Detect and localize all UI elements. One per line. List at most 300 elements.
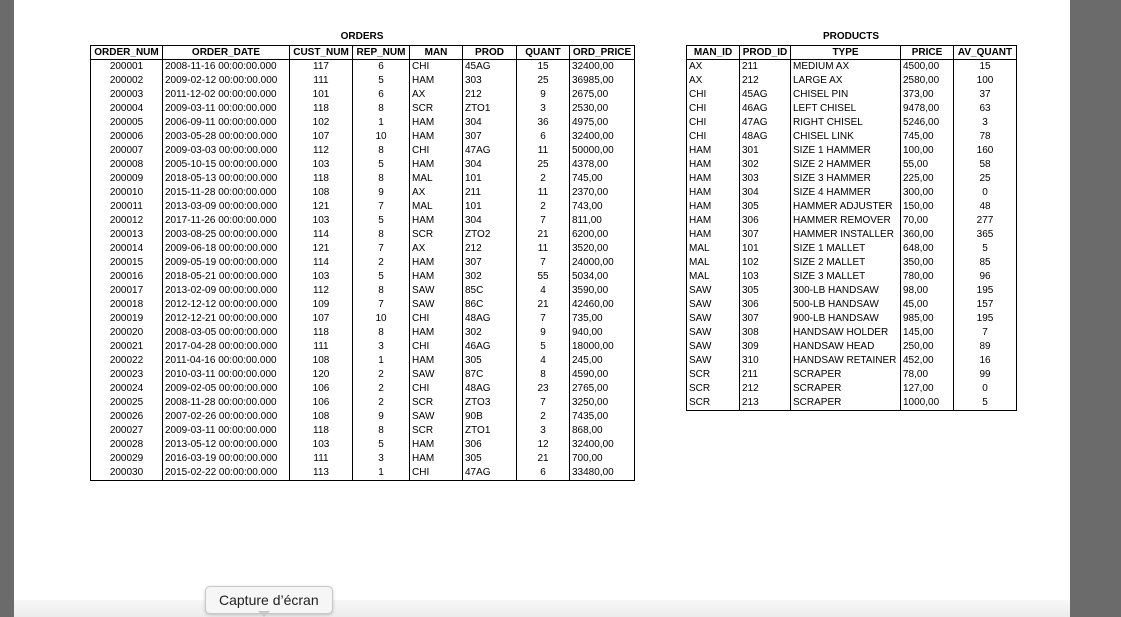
table-cell: 5 [353,74,410,88]
table-cell: 89 [954,340,1017,354]
table-cell: CHI [410,312,463,326]
table-cell: 118 [290,102,353,116]
table-cell: ZTO3 [463,396,517,410]
table-cell: 7 [517,396,570,410]
table-row [91,130,635,144]
table-cell: 55 [517,270,570,284]
table-cell: 2765,00 [570,382,635,396]
table-cell: CHI [687,130,740,144]
table-cell: 101 [463,200,517,214]
table-cell: 304 [463,116,517,130]
table-cell: 745,00 [570,172,635,186]
table-cell: 7 [517,312,570,326]
table-cell: 2010-03-11 00:00:00.000 [163,368,290,382]
table-cell: 4590,00 [570,368,635,382]
table-cell: HAMMER INSTALLER [791,228,901,242]
table-row [91,144,635,158]
table-cell: 4500,00 [901,60,954,75]
table-cell: 306 [740,298,791,312]
table-row [687,60,1017,75]
table-cell: 2017-11-26 00:00:00.000 [163,214,290,228]
table-row [687,144,1017,158]
orders-column-header: ORD_PRICE [570,46,635,60]
table-cell: 10 [353,312,410,326]
table-cell: 300-LB HANDSAW [791,284,901,298]
table-cell: 5 [353,158,410,172]
table-cell: 1 [353,354,410,368]
table-cell: AX [410,242,463,256]
table-cell: 200003 [91,88,163,102]
table-cell: 23 [517,382,570,396]
table-cell: CHI [687,102,740,116]
table-cell: 1000,00 [901,396,954,411]
table-cell: MAL [687,256,740,270]
table-cell: 12 [517,438,570,452]
table-cell: 8 [353,326,410,340]
table-cell: HAM [410,270,463,284]
table-row [91,60,635,75]
table-cell: 118 [290,424,353,438]
table-cell: 302 [463,270,517,284]
table-cell: 2013-03-09 00:00:00.000 [163,200,290,214]
products-column-header: MAN_ID [687,46,740,60]
table-cell: 212 [740,382,791,396]
table-cell: RIGHT CHISEL [791,116,901,130]
table-row [91,382,635,396]
table-cell: 120 [290,368,353,382]
table-cell: 100,00 [901,144,954,158]
table-cell: MAL [687,242,740,256]
products-column-header: TYPE [791,46,901,60]
table-cell: 58 [954,158,1017,172]
table-row [687,102,1017,116]
table-cell: 8 [353,228,410,242]
table-row [687,354,1017,368]
table-cell: 310 [740,354,791,368]
table-cell: 106 [290,382,353,396]
table-cell: 500-LB HANDSAW [791,298,901,312]
table-cell: 46AG [740,102,791,116]
table-cell: 304 [740,186,791,200]
table-cell: 307 [740,312,791,326]
document-page [14,0,1070,617]
table-cell: SIZE 3 HAMMER [791,172,901,186]
table-cell: 304 [463,214,517,228]
table-cell: 3590,00 [570,284,635,298]
table-cell: 150,00 [901,200,954,214]
table-cell: 5 [353,270,410,284]
table-cell: 307 [463,130,517,144]
table-cell: 45,00 [901,298,954,312]
table-cell: 245,00 [570,354,635,368]
table-cell: 47AG [463,466,517,481]
table-cell: 107 [290,312,353,326]
table-cell: SCR [410,228,463,242]
table-row [687,298,1017,312]
table-cell: ZTO1 [463,424,517,438]
table-cell: 868,00 [570,424,635,438]
table-cell: 48AG [463,382,517,396]
table-cell: HAM [410,74,463,88]
table-cell: 200025 [91,396,163,410]
table-cell: 200015 [91,256,163,270]
table-cell: 55,00 [901,158,954,172]
table-cell: 8 [353,172,410,186]
table-cell: 111 [290,340,353,354]
table-cell: 350,00 [901,256,954,270]
tooltip-pointer [258,611,270,617]
table-row [91,452,635,466]
table-cell: 780,00 [901,270,954,284]
table-cell: 200019 [91,312,163,326]
table-cell: SCR [687,396,740,411]
table-cell: 85C [463,284,517,298]
table-cell: 7 [353,298,410,312]
table-cell: 200020 [91,326,163,340]
table-cell: HAMMER ADJUSTER [791,200,901,214]
table-row [91,424,635,438]
table-cell: 2012-12-21 00:00:00.000 [163,312,290,326]
table-cell: SAW [687,298,740,312]
table-cell: ZTO2 [463,228,517,242]
table-cell: 101 [290,88,353,102]
products-column-header: PROD_ID [740,46,791,60]
table-cell: 200004 [91,102,163,116]
table-cell: 25 [517,158,570,172]
table-cell: 303 [740,172,791,186]
table-cell: 96 [954,270,1017,284]
table-cell: 106 [290,396,353,410]
table-cell: 2011-04-16 00:00:00.000 [163,354,290,368]
table-cell: 200021 [91,340,163,354]
table-cell: 2006-09-11 00:00:00.000 [163,116,290,130]
table-cell: 78 [954,130,1017,144]
table-cell: 309 [740,340,791,354]
table-cell: 735,00 [570,312,635,326]
table-cell: 1 [353,466,410,481]
table-cell: 305 [740,284,791,298]
table-cell: 5 [954,242,1017,256]
table-row [91,466,635,481]
table-row [687,228,1017,242]
table-cell: 21 [517,228,570,242]
table-cell: 108 [290,354,353,368]
table-cell: 212 [740,74,791,88]
table-cell: 2530,00 [570,102,635,116]
table-row [91,284,635,298]
table-cell: 2 [353,256,410,270]
orders-column-header: CUST_NUM [290,46,353,60]
table-cell: 145,00 [901,326,954,340]
table-cell: 7 [517,256,570,270]
table-cell: 2008-11-28 00:00:00.000 [163,396,290,410]
table-cell: 302 [740,158,791,172]
table-cell: SAW [687,340,740,354]
table-cell: 127,00 [901,382,954,396]
right-gutter [1070,0,1121,617]
table-cell: 5 [353,438,410,452]
orders-column-header: ORDER_NUM [91,46,163,60]
table-cell: 8 [353,144,410,158]
table-cell: 2 [353,368,410,382]
left-gutter [0,0,14,617]
table-cell: 3 [517,102,570,116]
table-cell: 195 [954,312,1017,326]
table-cell: MAL [410,200,463,214]
table-cell: 2012-12-12 00:00:00.000 [163,298,290,312]
table-cell: SIZE 1 HAMMER [791,144,901,158]
table-cell: CHISEL LINK [791,130,901,144]
table-cell: 121 [290,242,353,256]
table-cell: 18000,00 [570,340,635,354]
table-cell: 0 [954,186,1017,200]
table-row [687,368,1017,382]
table-cell: HAM [410,214,463,228]
table-cell: HAM [410,116,463,130]
table-cell: AX [410,88,463,102]
table-cell: AX [410,186,463,200]
table-cell: 2008-11-16 00:00:00.000 [163,60,290,75]
table-cell: 195 [954,284,1017,298]
table-row [687,214,1017,228]
table-cell: 2009-05-19 00:00:00.000 [163,256,290,270]
table-cell: 4975,00 [570,116,635,130]
table-cell: HAM [687,200,740,214]
table-row [91,438,635,452]
orders-column-header: MAN [410,46,463,60]
table-cell: 300,00 [901,186,954,200]
table-cell: SIZE 1 MALLET [791,242,901,256]
table-row [687,326,1017,340]
table-row [91,326,635,340]
table-row [91,116,635,130]
table-cell: 200014 [91,242,163,256]
table-cell: 107 [290,130,353,144]
table-cell: HAM [410,256,463,270]
table-cell: 25 [517,74,570,88]
table-cell: CHI [410,144,463,158]
table-cell: 112 [290,144,353,158]
table-cell: MEDIUM AX [791,60,901,75]
table-cell: 811,00 [570,214,635,228]
table-cell: 7 [353,242,410,256]
table-cell: 160 [954,144,1017,158]
table-cell: 985,00 [901,312,954,326]
table-row [687,396,1017,411]
table-row [91,200,635,214]
table-cell: 2003-08-25 00:00:00.000 [163,228,290,242]
table-cell: 111 [290,74,353,88]
table-row [687,130,1017,144]
table-cell: SAW [687,326,740,340]
table-cell: 4 [517,284,570,298]
table-cell: 2580,00 [901,74,954,88]
table-cell: 211 [463,186,517,200]
table-cell: 103 [290,270,353,284]
table-cell: SCR [687,382,740,396]
table-row [91,186,635,200]
table-row [91,214,635,228]
table-cell: HAM [687,158,740,172]
orders-column-header: PROD [463,46,517,60]
table-row [91,256,635,270]
table-row [91,242,635,256]
table-cell: 2 [517,200,570,214]
table-cell: 2013-02-09 00:00:00.000 [163,284,290,298]
table-cell: 47AG [463,144,517,158]
table-cell: 7 [353,200,410,214]
table-cell: 200012 [91,214,163,228]
table-cell: SAW [687,284,740,298]
table-cell: 48AG [463,312,517,326]
table-cell: 225,00 [901,172,954,186]
table-cell: 78,00 [901,368,954,382]
table-cell: 305 [463,452,517,466]
table-cell: 32400,00 [570,130,635,144]
table-cell: 200007 [91,144,163,158]
table-cell: 6200,00 [570,228,635,242]
table-cell: 2017-04-28 00:00:00.000 [163,340,290,354]
orders-title: ORDERS [340,31,384,42]
table-cell: HAM [410,438,463,452]
table-cell: 360,00 [901,228,954,242]
table-cell: 8 [353,102,410,116]
table-cell: 102 [740,256,791,270]
table-cell: 308 [740,326,791,340]
table-cell: 745,00 [901,130,954,144]
table-cell: 211 [740,368,791,382]
table-cell: 2016-03-19 00:00:00.000 [163,452,290,466]
table-cell: 212 [463,242,517,256]
table-cell: 306 [740,214,791,228]
table-cell: 200023 [91,368,163,382]
table-cell: 103 [290,438,353,452]
table-cell: 32400,00 [570,438,635,452]
table-cell: HAM [687,172,740,186]
table-row [91,340,635,354]
table-cell: 103 [290,214,353,228]
table-cell: LARGE AX [791,74,901,88]
orders-column-header: QUANT [517,46,570,60]
table-cell: SCR [410,396,463,410]
table-cell: 2370,00 [570,186,635,200]
table-cell: 3520,00 [570,242,635,256]
table-cell: 101 [463,172,517,186]
table-cell: SCR [687,368,740,382]
table-row [687,172,1017,186]
table-cell: 2018-05-13 00:00:00.000 [163,172,290,186]
table-row [91,102,635,116]
table-row [91,410,635,424]
table-cell: CHI [687,116,740,130]
table-row [91,396,635,410]
table-cell: 45AG [463,60,517,75]
orders-table [90,45,635,481]
table-cell: 108 [290,186,353,200]
table-cell: 365 [954,228,1017,242]
table-cell: 42460,00 [570,298,635,312]
table-cell: CHI [410,340,463,354]
table-cell: 8 [353,284,410,298]
table-cell: 63 [954,102,1017,116]
table-cell: 940,00 [570,326,635,340]
table-cell: 87C [463,368,517,382]
table-cell: 10 [353,130,410,144]
table-cell: HAM [687,214,740,228]
table-cell: 9 [353,186,410,200]
table-cell: 2 [517,172,570,186]
table-cell: 4 [517,354,570,368]
table-row [91,312,635,326]
table-cell: 118 [290,172,353,186]
table-cell: SIZE 2 HAMMER [791,158,901,172]
table-cell: 112 [290,284,353,298]
table-cell: 2009-02-12 00:00:00.000 [163,74,290,88]
table-cell: AX [687,74,740,88]
viewer-bottom-bar [14,600,1070,617]
table-cell: 2003-05-28 00:00:00.000 [163,130,290,144]
table-cell: 11 [517,144,570,158]
table-cell: HANDSAW HEAD [791,340,901,354]
table-cell: 9478,00 [901,102,954,116]
table-cell: 48 [954,200,1017,214]
table-cell: 5 [954,396,1017,411]
table-cell: SCRAPER [791,396,901,411]
table-cell: 113 [290,466,353,481]
table-cell: 114 [290,228,353,242]
table-cell: 6 [517,466,570,481]
table-cell: 2009-03-11 00:00:00.000 [163,102,290,116]
table-cell: 200011 [91,200,163,214]
table-cell: 2013-05-12 00:00:00.000 [163,438,290,452]
table-cell: 5246,00 [901,116,954,130]
table-cell: 16 [954,354,1017,368]
table-cell: HAM [687,144,740,158]
table-row [687,382,1017,396]
table-cell: 200028 [91,438,163,452]
table-cell: 211 [740,60,791,75]
table-cell: SCR [410,424,463,438]
table-cell: 307 [463,256,517,270]
table-cell: CHI [687,88,740,102]
table-cell: 3 [353,340,410,354]
table-cell: 2015-02-22 00:00:00.000 [163,466,290,481]
table-cell: 900-LB HANDSAW [791,312,901,326]
table-cell: 304 [463,158,517,172]
table-cell: 100 [954,74,1017,88]
table-cell: 2009-02-05 00:00:00.000 [163,382,290,396]
table-cell: MAL [687,270,740,284]
table-row [687,256,1017,270]
table-row [687,186,1017,200]
table-cell: HAM [410,158,463,172]
orders-column-header: REP_NUM [353,46,410,60]
table-cell: 200008 [91,158,163,172]
table-cell: 3 [517,424,570,438]
table-cell: 2018-05-21 00:00:00.000 [163,270,290,284]
table-cell: SIZE 3 MALLET [791,270,901,284]
table-cell: 213 [740,396,791,411]
table-cell: 9 [517,326,570,340]
table-cell: 98,00 [901,284,954,298]
table-cell: 85 [954,256,1017,270]
table-cell: LEFT CHISEL [791,102,901,116]
table-row [91,228,635,242]
table-cell: 24000,00 [570,256,635,270]
table-cell: CHI [410,382,463,396]
table-cell: 7435,00 [570,410,635,424]
table-row [91,172,635,186]
